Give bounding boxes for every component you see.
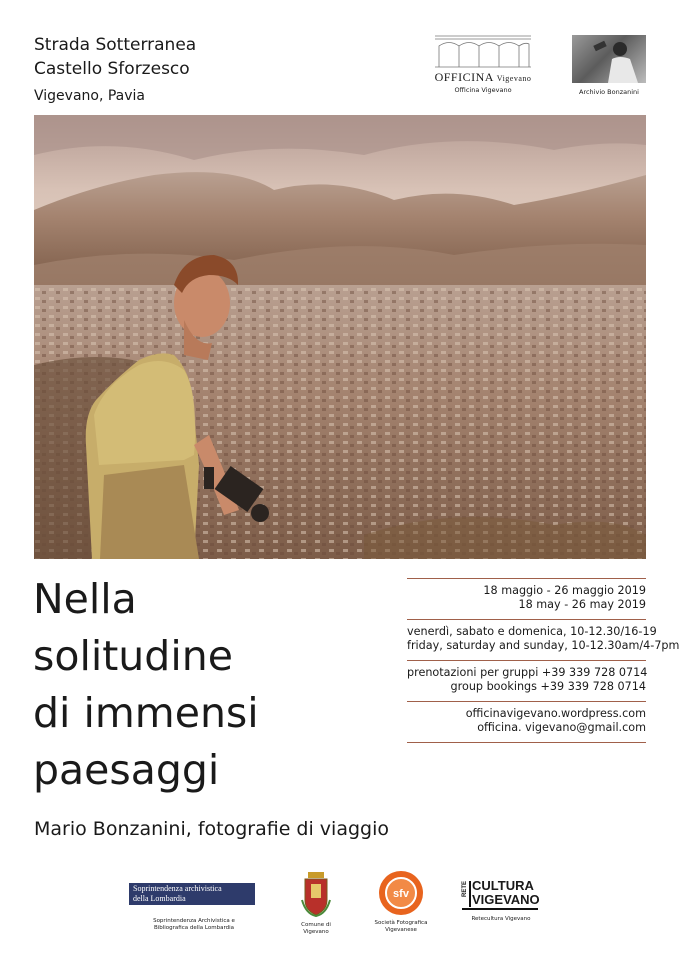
main-photograph — [34, 115, 646, 559]
dates-block — [407, 579, 646, 619]
email-link[interactable]: officina. vigevano@gmail.com — [477, 721, 646, 734]
soprintendenza-logo — [129, 883, 255, 905]
officina-small: Vigevano — [496, 74, 532, 83]
venue-line-1: Strada Sotterranea — [34, 35, 197, 55]
title-line-3: di immensi — [33, 689, 259, 737]
sponsor-soprintendenza — [129, 883, 259, 932]
rete-side — [462, 881, 471, 907]
archivio-photo-thumbnail — [572, 35, 646, 83]
rete-side-text: RETE — [462, 881, 468, 898]
soprintendenza-caption-1: Soprintendenza Archivistica e — [153, 918, 235, 924]
soprintendenza-logo-line-1: Soprintendenza archivistica — [133, 884, 222, 893]
sponsor-sfv — [371, 870, 431, 934]
sfv-caption-2: Vigevanese — [385, 927, 417, 933]
contact-block — [407, 702, 646, 742]
event-info — [407, 578, 679, 743]
hours-english: friday, saturday and sunday, 10-12.30am/4-7pm — [407, 639, 679, 652]
hours-italian: venerdì, sabato e domenica, 10-12.30/16-19 — [407, 625, 657, 638]
soprintendenza-caption-2: Bibliografica della Lombardia — [153, 925, 235, 931]
archivio-caption: Archivio Bonzanini — [579, 88, 639, 96]
officina-logo — [433, 34, 533, 96]
hours-block — [407, 620, 679, 660]
sponsor-retecultura — [462, 878, 540, 923]
retecultura-caption: Retecultura Vigevano — [471, 916, 531, 922]
dates-italian: 18 maggio - 26 maggio 2019 — [483, 584, 646, 597]
rete-word-1: CULTURA — [472, 878, 534, 893]
colonnade-icon — [435, 34, 531, 68]
archivio-logo — [572, 35, 646, 95]
rete-word-2: VIGEVANO — [472, 892, 540, 907]
retecultura-logo — [462, 878, 538, 910]
booking-italian: prenotazioni per gruppi +39 339 728 0714 — [407, 666, 648, 679]
coat-of-arms-icon — [296, 870, 336, 918]
soprintendenza-logo-line-2: della Lombardia — [133, 894, 186, 903]
venue-line-2: Castello Sforzesco — [34, 59, 190, 79]
title-line-4: paesaggi — [33, 746, 220, 794]
sponsor-comune — [288, 870, 344, 936]
divider — [407, 742, 646, 743]
title-line-1: Nella — [33, 575, 137, 623]
booking-english: group bookings +39 339 728 0714 — [450, 680, 646, 693]
venue-city: Vigevano, Pavia — [34, 88, 146, 104]
officina-wordmark — [433, 70, 533, 85]
sfv-logo — [378, 870, 424, 916]
sfv-caption-1: Società Fotografica — [374, 920, 428, 926]
booking-block — [407, 661, 646, 701]
website-link[interactable]: officinavigevano.wordpress.com — [465, 707, 646, 720]
officina-word: OFFICINA — [434, 70, 494, 84]
comune-caption: Comune di Vigevano — [301, 922, 331, 935]
dates-english: 18 may - 26 may 2019 — [518, 598, 646, 611]
sfv-mark: sfv — [393, 888, 409, 900]
title-line-2: solitudine — [33, 632, 233, 680]
subtitle: Mario Bonzanini, fotografie di viaggio — [34, 818, 389, 840]
officina-caption: Officina Vigevano — [454, 86, 512, 94]
